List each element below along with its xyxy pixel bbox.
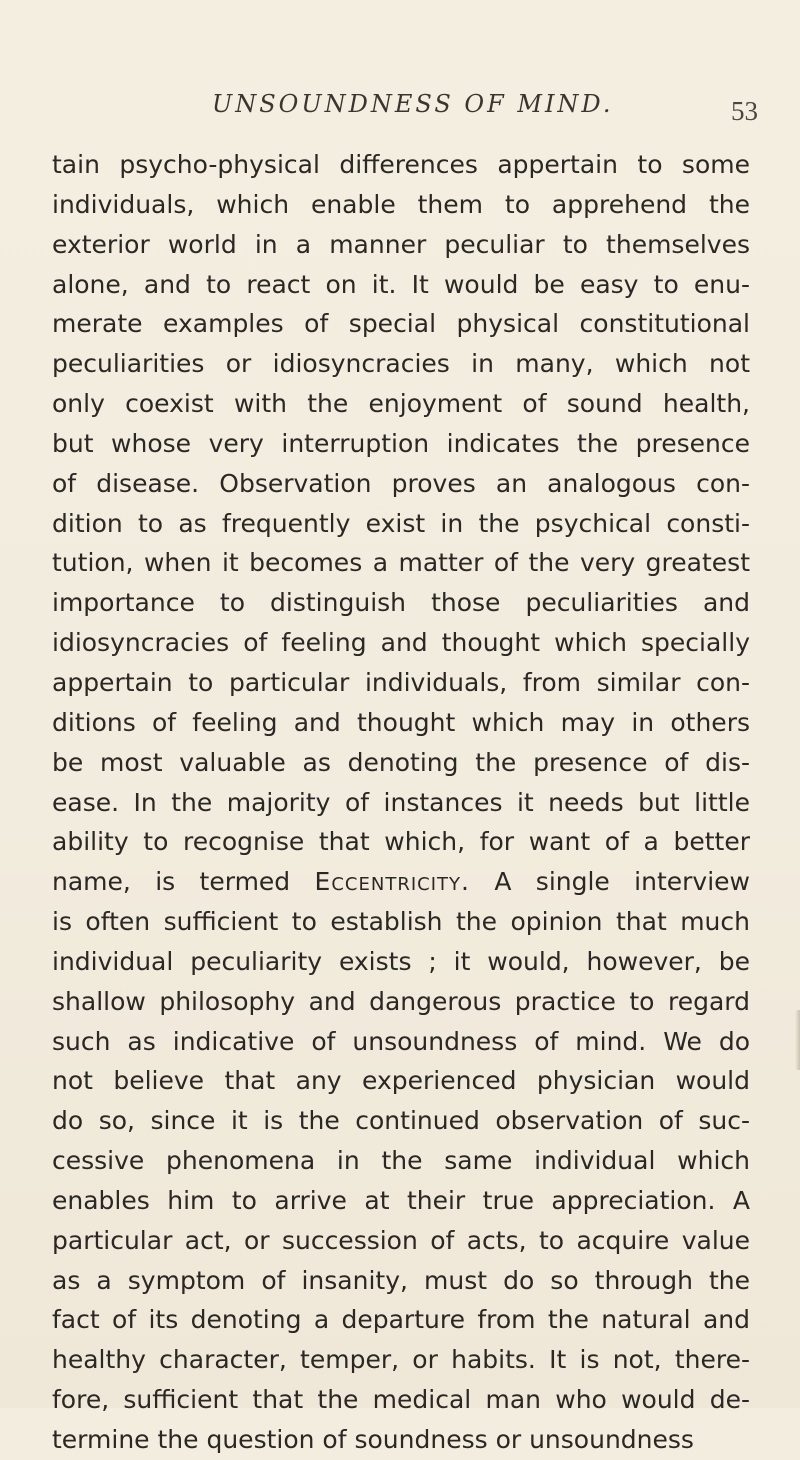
text-line-eccentricity [52,862,750,902]
text-line: be most valuable as denoting the presence of dis- [52,747,750,777]
text-line: peculiarities or idiosyncracies in many, which not [52,349,750,379]
text-line: such as indicative of unsoundness of mind. We do [52,1026,750,1056]
text-line: as a symptom of insanity, must do so through the [52,1265,750,1295]
text-line: merate examples of special physical constitutional [52,309,750,339]
text-line: importance to distinguish those peculiarities and [52,588,750,618]
text-segment: A single interview [469,867,750,897]
page-edge-shadow [795,1010,800,1070]
text-line: tain psycho-physical differences appertain to some [52,150,750,179]
page-number: 53 [731,96,758,126]
text-segment: name, is termed [52,867,315,897]
text-line: healthy character, temper, or habits. It is not, there- [52,1345,750,1375]
text-line: ditions of feeling and thought which may in others [52,707,750,737]
text-line: ease. In the majority of instances it needs but little [52,787,750,817]
text-line: fact of its denoting a departure from the natural and [52,1305,750,1335]
running-title: UNSOUNDNESS OF MIND. [212,90,614,118]
running-head [0,86,800,126]
text-line: exterior world in a manner peculiar to themselves [52,229,750,259]
text-line: idiosyncracies of feeling and thought which specially [52,628,750,658]
text-line: fore, sufficient that the medical man who would de- [52,1385,750,1415]
text-line: termine the question of soundness or unsoundness [52,1425,694,1454]
text-line: appertain to particular individuals, from similar con- [52,667,750,697]
text-line: tution, when it becomes a matter of the very greatest [52,548,750,578]
text-line: of disease. Observation proves an analogous con- [52,468,750,498]
text-line: individual peculiarity exists ; it would, however, be [52,946,750,976]
text-line: not believe that any experienced physician would [52,1066,750,1096]
text-line: dition to as frequently exist in the psychical consti- [52,508,750,538]
text-line: ability to recognise that which, for want of a better [52,827,750,857]
text-line: is often sufficient to establish the opinion that much [52,907,750,937]
text-line: do so, since it is the continued observation of suc- [52,1106,750,1136]
body-text [52,145,750,1460]
text-line: enables him to arrive at their true appreciation. A [52,1185,750,1215]
text-line: individuals, which enable them to apprehend the [52,189,750,219]
text-line: cessive phenomena in the same individual which [52,1146,750,1176]
text-line: particular act, or succession of acts, to acquire value [52,1225,750,1255]
text-line: but whose very interruption indicates the presence [52,428,750,458]
text-line: shallow philosophy and dangerous practice to regard [52,986,750,1016]
text-line: only coexist with the enjoyment of sound health, [52,389,750,419]
eccentricity-term: Eccentricity. [314,867,470,897]
text-line: alone, and to react on it. It would be easy to enu- [52,269,750,299]
